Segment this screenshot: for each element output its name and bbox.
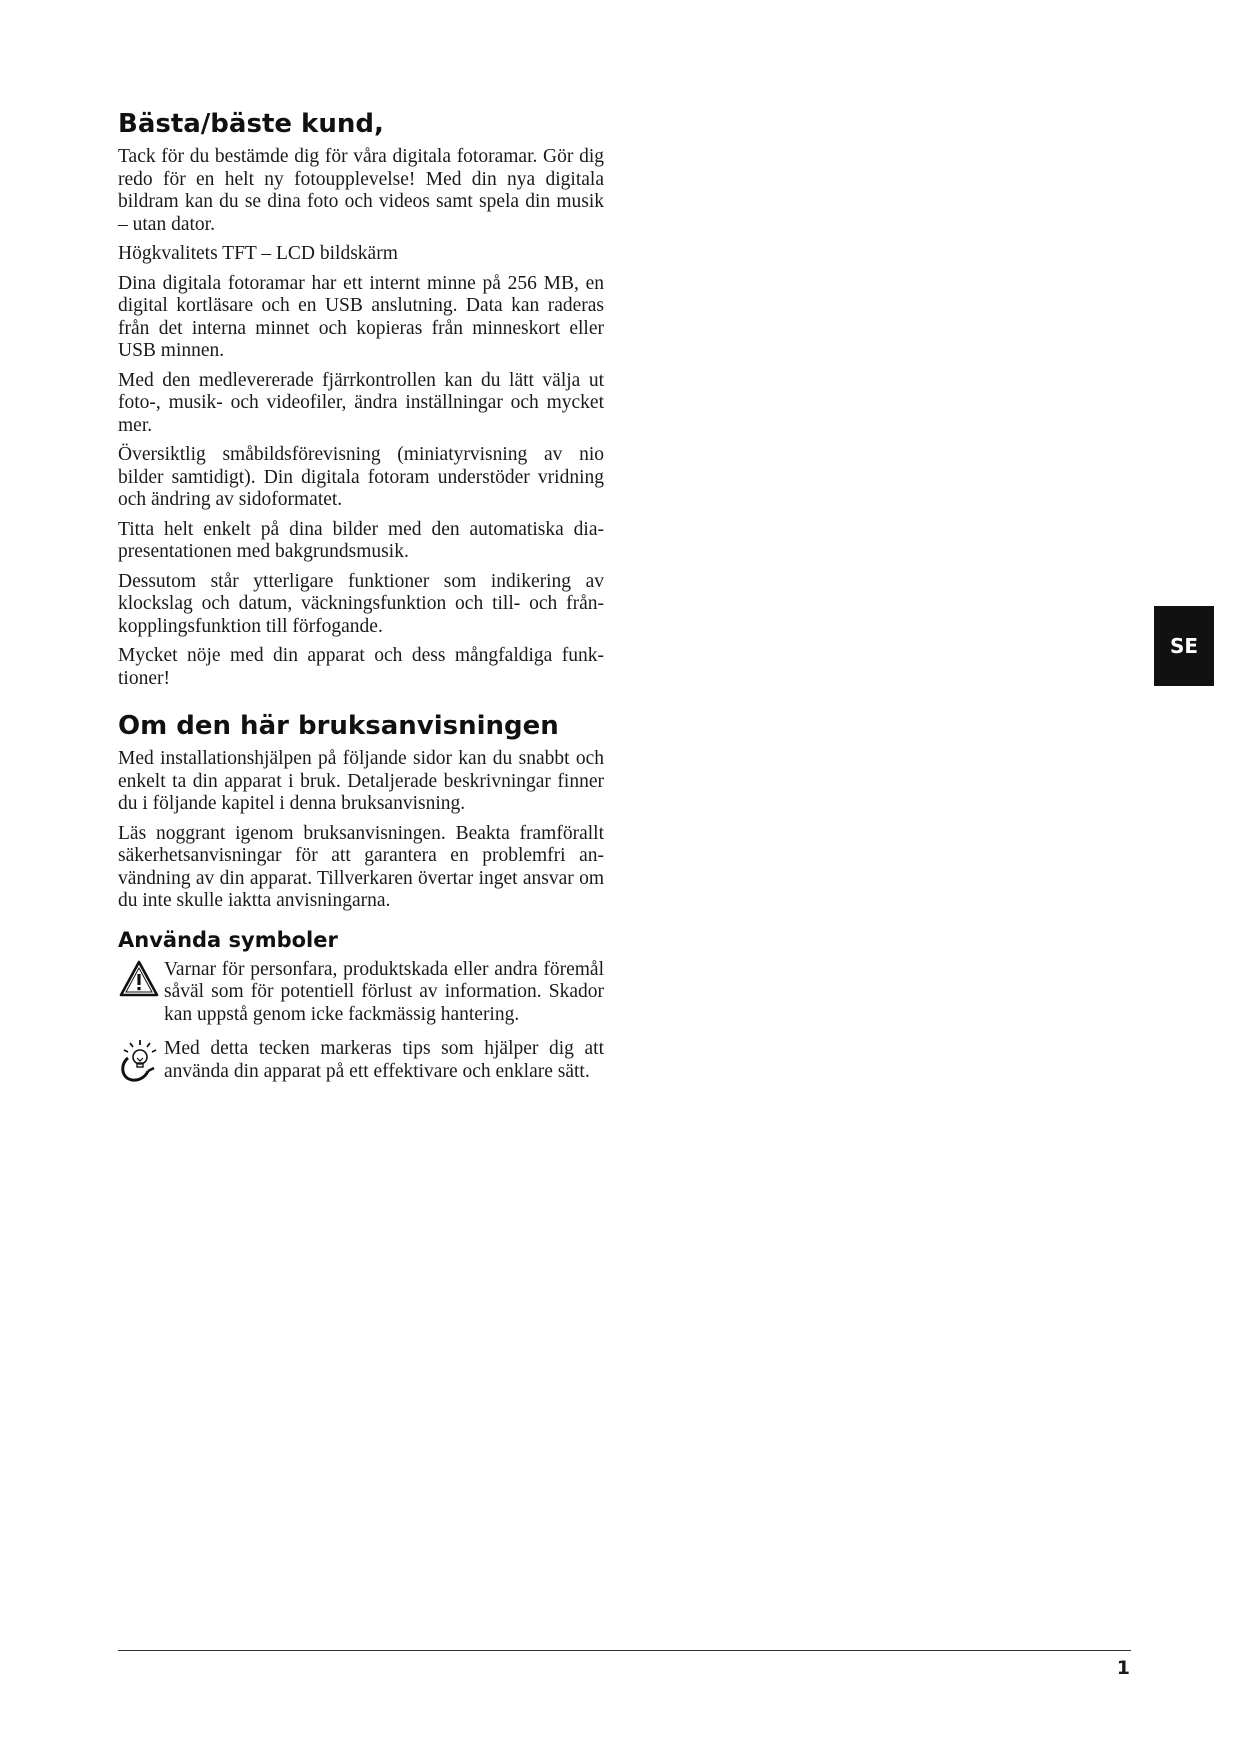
- display-paragraph: Högkvalitets TFT – LCD bildskärm: [118, 243, 398, 264]
- lightbulb-hand-icon: [118, 1038, 164, 1088]
- language-tab: SE: [1154, 606, 1214, 686]
- thumbnail-paragraph: Översiktlig småbildsförevisning (miniatyrvisning av nio bilder samtidigt). Din digitala fotoram understöder vridning och ändring av sidoformatet.: [118, 444, 604, 510]
- read-carefully-paragraph: Läs noggrant igenom bruksanvisningen. Beakta framförallt säkerhetsanvisningar för att garantera en problemfri användning av din apparat. Tillverkaren övertar inget ansvar om du inte skulle iaktta anvisningarna.: [118, 822, 604, 911]
- page-number: 1: [1116, 1657, 1130, 1679]
- warning-triangle-icon: [118, 959, 164, 1009]
- functions-paragraph: Dessutom står ytterligare funktioner som indikering av klockslag och datum, väckningsfunktion och till- och frånkopplingsfunktion till förfogande.: [118, 570, 604, 637]
- footer-divider: [118, 1650, 1131, 1651]
- remote-paragraph: Med den medlevererade fjärrkontrollen kan du lätt välja ut foto-, musik- och videofiler, ändra inställningar och mycket mer.: [118, 369, 604, 436]
- symbols-heading: Använda symboler: [118, 927, 338, 952]
- main-column: [118, 108, 604, 1100]
- tip-symbol-row: [118, 1038, 604, 1088]
- warning-text: Varnar för personfara, produktskada eller andra föremål såväl som för potentiell förlust av information. Skador kan uppstå genom icke fackmässig hantering.: [164, 958, 604, 1025]
- greeting-heading: Bästa/bäste kund,: [118, 109, 384, 139]
- intro-paragraph: Tack för du bestämde dig för våra digitala fotoramar. Gör dig redo för en helt ny fotoupplevelse! Med din nya digitala bildram kan du se dina foto och videos samt spela din musik – utan dator.: [118, 146, 604, 235]
- manual-heading: Om den här bruksanvisningen: [118, 711, 559, 741]
- memory-paragraph: Dina digitala fotoramar har ett internt minne på 256 MB, en digital kortläsare och en USB anslutning. Data kan raderas från det interna minnet och kopieras från minneskort eller USB minnen.: [118, 272, 604, 361]
- installation-paragraph: Med installationshjälpen på följande sidor kan du snabbt och enkelt ta din apparat i bruk. Detaljerade beskrivningar finner du i följande kapitel i denna bruksanvisning.: [118, 748, 604, 814]
- closing-paragraph: Mycket nöje med din apparat och dess mångfaldiga funktioner!: [118, 645, 604, 689]
- slideshow-paragraph: Titta helt enkelt på dina bilder med den automatiska diapresentationen med bakgrundsmusik.: [118, 518, 604, 562]
- tip-text: Med detta tecken markeras tips som hjälper dig att använda din apparat på ett effektivare och enklare sätt.: [164, 1038, 604, 1082]
- warning-symbol-row: [118, 959, 604, 1027]
